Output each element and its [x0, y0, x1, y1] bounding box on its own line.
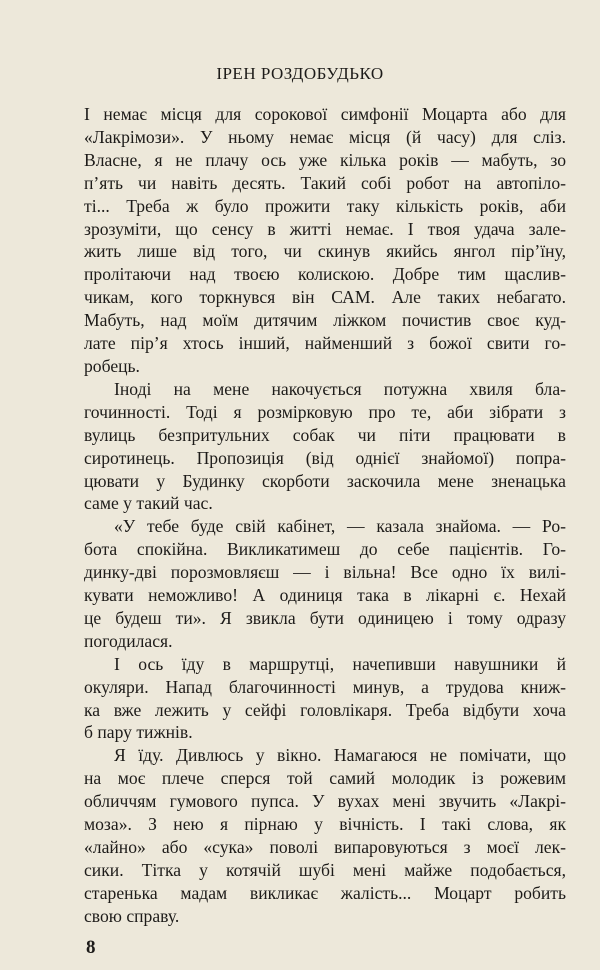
running-header-author: ІРЕН РОЗДОБУДЬКО [216, 64, 384, 83]
paragraph [84, 378, 566, 515]
text-line: цювати у Будинку скорботи заскочила мене зненацька [84, 470, 566, 491]
text-line: погодилася. [84, 630, 173, 651]
text-line: пролітаючи над твоєю колискою. Добре тим щаслив- [84, 264, 566, 285]
text-line: «Лакрімози». У ньому немає місця (й часу) для сліз. [84, 126, 566, 147]
text-line: свою справу. [84, 905, 180, 926]
text-line: динку-дві порозмовляєш — і вільна! Все одно їх вилі- [84, 562, 566, 583]
text-line: зрозуміти, що сенсу в житті немає. І твоя удача зале- [84, 218, 566, 239]
text-line: саме у такий час. [84, 493, 213, 514]
text-line: жить лише від того, чи скинув якийсь янгол пір’їну, [84, 241, 566, 262]
text-line: моза». З нею я пірнаю у вічність. І такі слова, як [84, 814, 566, 835]
body-text [84, 103, 566, 928]
text-line: старенька мадам викликає жалість... Моцарт робить [84, 882, 566, 903]
text-line: І ось їду в маршрутці, начепивши навушники й [114, 653, 566, 674]
text-line: Мабуть, над моїм дитячим ліжком почистив своє куд- [84, 310, 566, 331]
text-line: на моє плече сперся той самий молодик із рожевим [84, 768, 566, 789]
text-line: чикам, кого торкнувся він САМ. Але таких небагато. [84, 287, 566, 308]
text-line: б пару тижнів. [84, 722, 193, 743]
text-line: кувати неможливо! А одиниця така в лікарні є. Нехай [84, 585, 566, 606]
text-line: лате пір’я хтось інший, найменший з божої свити го- [84, 333, 566, 354]
text-line: робець. [84, 355, 140, 376]
text-line: «У тебе буде свій кабінет, — казала знайома. — Ро- [114, 516, 566, 537]
page-number: 8 [86, 936, 96, 958]
text-line: сиротинець. Пропозиція (від однієї знайомої) попра- [84, 447, 566, 468]
text-line: ка вже лежить у сейфі головлікаря. Треба відбути хоча [84, 699, 566, 720]
text-line: обличчям гумового пупса. У вухах мені звучить «Лакрі- [84, 791, 566, 812]
text-line: окуляри. Напад благочинності минув, а трудова книж- [84, 676, 566, 697]
text-line: «лайно» або «сука» поволі випаровуються з моєї лек- [84, 837, 566, 857]
text-line: вулиць безпритульних собак чи піти працювати в [84, 424, 566, 445]
text-line: Іноді на мене накочується потужна хвиля бла- [114, 378, 566, 399]
text-line: сики. Тітка у котячій шубі мені майже подобається, [84, 859, 566, 880]
text-line: Власне, я не плачу ось уже кілька років — мабуть, зо [84, 149, 566, 170]
paragraph [84, 515, 566, 652]
paragraph [84, 653, 566, 745]
text-line: І немає місця для сорокової симфонії Моцарта або для [84, 104, 566, 124]
text-line: гочинності. Тоді я розмірковую про те, аби зібрати з [84, 401, 566, 422]
text-line: ті... Треба ж було прожити таку кількість років, аби [84, 195, 566, 216]
text-line: п’ять чи навіть десять. Такий собі робот на автопіло- [84, 172, 566, 193]
paragraph [84, 744, 566, 927]
text-line: бота спокійна. Викликатимеш до себе пацієнтів. Го- [84, 539, 566, 560]
text-line: це будеш ти». Я звикла бути одиницею і тому одразу [84, 607, 566, 628]
paragraph [84, 103, 566, 378]
text-line: Я їду. Дивлюсь у вікно. Намагаюся не помічати, що [114, 745, 566, 766]
